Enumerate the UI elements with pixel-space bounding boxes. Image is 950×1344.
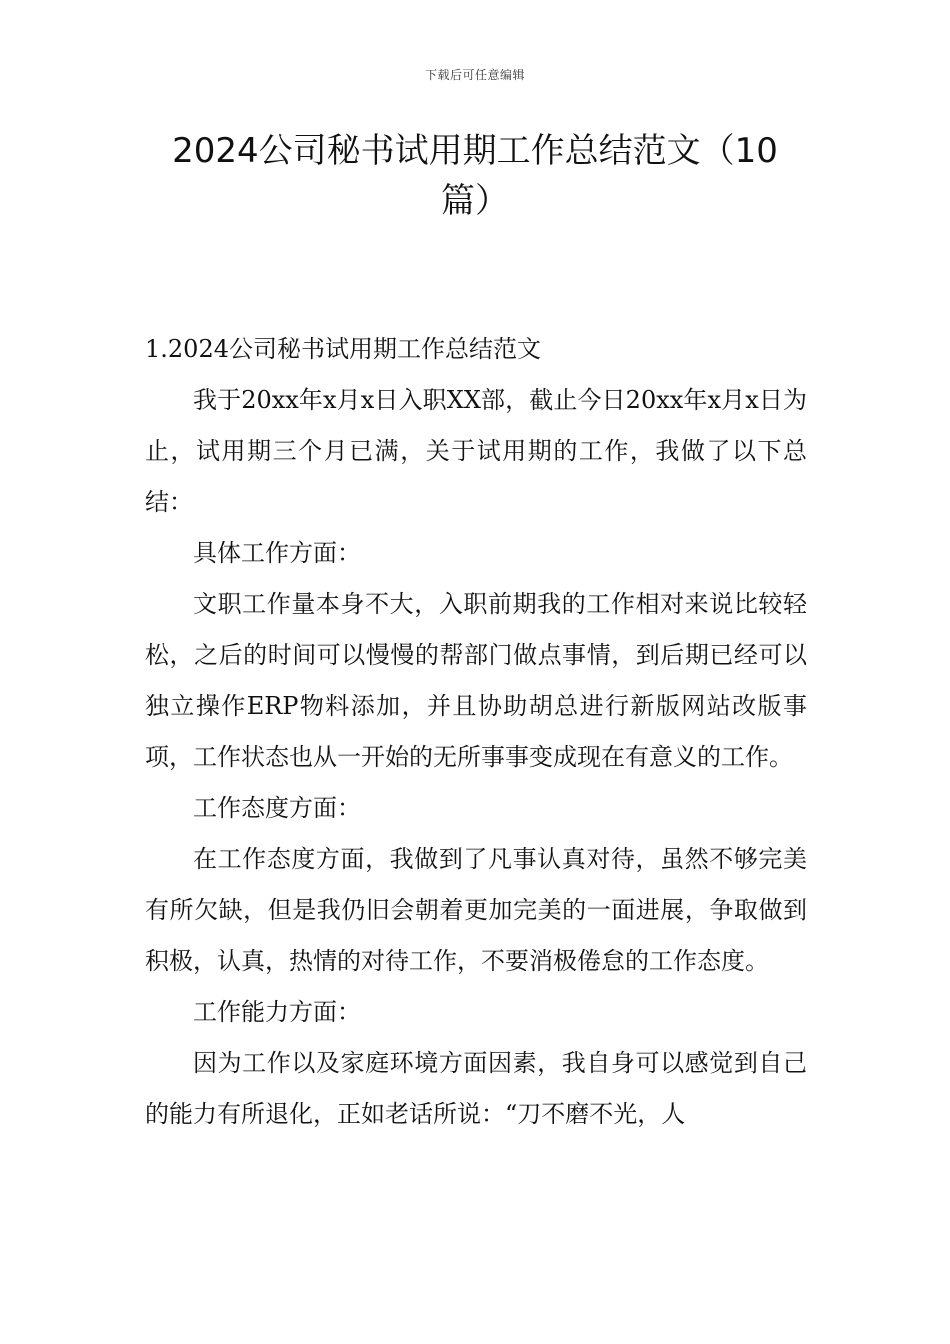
attitude-paragraph: 在工作态度方面，我做到了凡事认真对待，虽然不够完美有所欠缺，但是我仍旧会朝着更加完美的一面进展，争取做到积极，认真，热情的对待工作，不要消极倦怠的工作态度。 xyxy=(145,845,807,975)
ability-paragraph: 因为工作以及家庭环境方面因素，我自身可以感觉到自己的能力有所退化，正如老话所说：“刀不磨不光，人 xyxy=(145,1049,807,1128)
document-body xyxy=(145,324,807,1140)
section-heading: 1.2024公司秘书试用期工作总结范文 xyxy=(145,335,541,363)
subheading-work: 具体工作方面： xyxy=(193,539,361,567)
work-paragraph: 文职工作量本身不大，入职前期我的工作相对来说比较轻松，之后的时间可以慢慢的帮部门做点事情，到后期已经可以独立操作ERP物料添加，并且协助胡总进行新版网站改版事项，工作状态也从一开始的无所事事变成现在有意义的工作。 xyxy=(145,590,807,771)
subheading-attitude: 工作态度方面： xyxy=(193,794,361,822)
header-note: 下载后可任意编辑 xyxy=(424,68,525,82)
document-title: 2024公司秘书试用期工作总结范文（10篇） xyxy=(172,131,778,221)
subheading-ability: 工作能力方面： xyxy=(193,998,361,1026)
intro-paragraph: 我于20xx年x月x日入职XX部，截止今日20xx年x月x日为止，试用期三个月已满，关于试用期的工作，我做了以下总结： xyxy=(145,386,807,516)
